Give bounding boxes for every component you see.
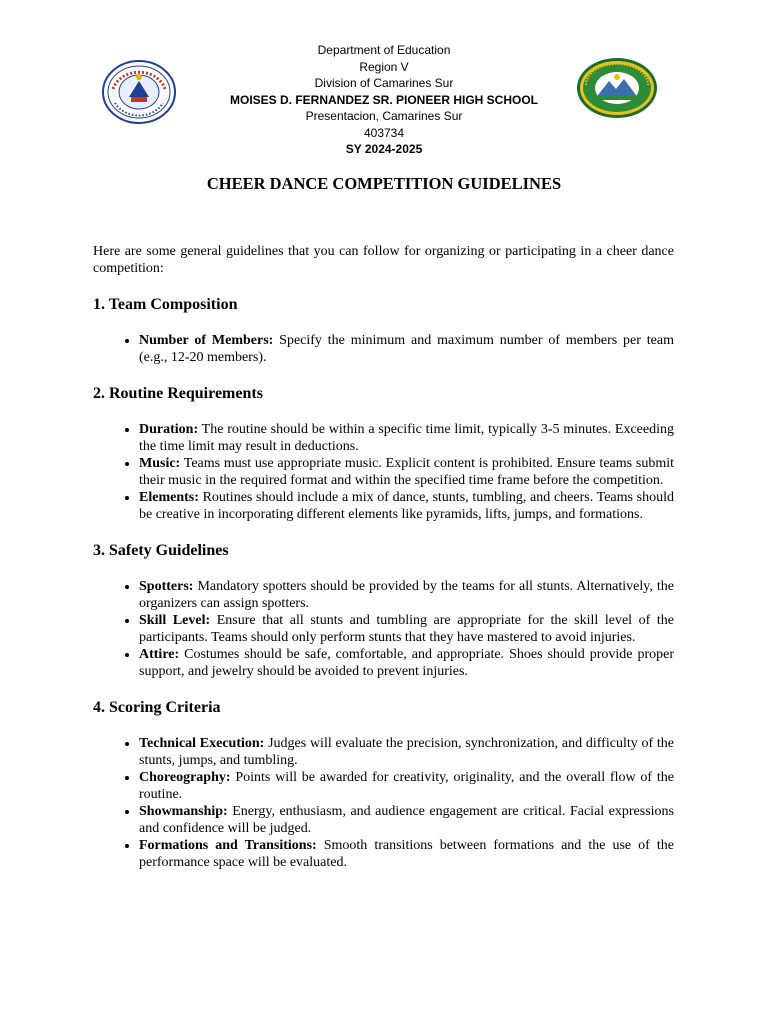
section-heading: 4. Scoring Criteria [93,699,221,716]
list-item [139,769,674,803]
section-heading: 3. Safety Guidelines [93,542,229,559]
item-text: Routines should include a mix of dance, stunts, tumbling, and cheers. Teams should be creative in incorporating different elements like pyramids, lifts, jumps, and formations. [139,490,674,522]
item-term: Duration: [139,422,199,437]
section-heading: 1. Team Composition [93,296,238,313]
item-term: Number of Members: [139,333,274,348]
item-text: Energy, enthusiasm, and audience engagement are critical. Facial expressions and confidence will be judged. [139,804,674,836]
item-term: Showmanship: [139,804,228,819]
item-text: Costumes should be safe, comfortable, and appropriate. Shoes should provide proper support, and jewelry should be avoided to prevent injuries. [139,647,674,679]
list-item [139,646,674,680]
list-item [139,837,674,871]
item-text: Judges will evaluate the precision, synchronization, and difficulty of the stunts, jumps, and tumbling. [139,736,674,768]
item-term: Attire: [139,647,180,662]
school-year: SY 2024-2025 [345,142,423,156]
item-text: Teams must use appropriate music. Explicit content is prohibited. Ensure teams submit their music in the required format and within the specified time frame before the competition. [139,456,674,488]
item-text: Points will be awarded for creativity, originality, and the overall flow of the routine. [139,770,674,802]
item-text: Smooth transitions between formations and the use of the performance space will be evaluated. [139,838,674,870]
item-term: Spotters: [139,579,194,594]
item-text: The routine should be within a specific time limit, typically 3-5 minutes. Exceeding the time limit may result in deductions. [139,422,674,454]
item-term: Skill Level: [139,613,211,628]
item-term: Choreography: [139,770,231,785]
item-text: Specify the minimum and maximum number of members per team (e.g., 12-20 members). [139,333,674,365]
section-heading: 2. Routine Requirements [93,385,263,402]
list-item [139,332,674,366]
list-item [139,489,674,523]
document-title: CHEER DANCE COMPETITION GUIDELINES [206,174,562,193]
item-text: Mandatory spotters should be provided by the teams for all stunts. Alternatively, the organizers can assign spotters. [139,579,674,611]
department-line: Department of Education [317,43,451,57]
item-term: Elements: [139,490,199,505]
school-id: 403734 [363,125,405,140]
list-item [139,735,674,769]
section-list [93,332,674,366]
intro-paragraph: Here are some general guidelines that you can follow for organizing or participating in a cheer dance competition: [93,244,674,276]
list-item [139,612,674,646]
list-item [139,421,674,455]
school-name: MOISES D. FERNANDEZ SR. PIONEER HIGH SCHOOL [229,92,539,107]
list-item [139,455,674,489]
section-list [93,578,674,680]
item-term: Technical Execution: [139,736,265,751]
item-term: Formations and Transitions: [139,838,317,853]
section-list [93,421,674,523]
division-line: Division of Camarines Sur [314,76,454,90]
letterhead [0,42,768,158]
list-item [139,578,674,612]
item-text: Ensure that all stunts and tumbling are appropriate for the skill level of the participants. Teams should only perform stunts that they have mastered to avoid injuries. [139,613,675,645]
school-address: Presentacion, Camarines Sur [305,109,463,123]
region-line: Region V [359,59,409,74]
section-list [93,735,674,871]
document-body [93,243,674,871]
list-item [139,803,674,837]
item-term: Music: [139,456,181,471]
